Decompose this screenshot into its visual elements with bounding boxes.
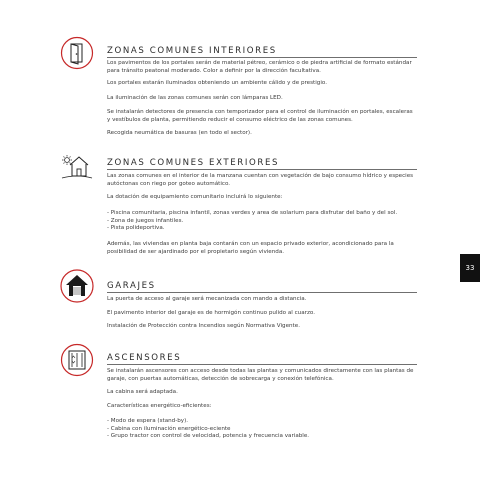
title-rule: [107, 57, 417, 58]
paragraph: La iluminación de las zonas comunes serán con lámparas LED.: [107, 95, 283, 101]
paragraph: El pavimento interior del garaje es de hormigón continuo pulido al cuarzo.: [107, 310, 315, 316]
page-number-tab: 33: [460, 254, 480, 282]
paragraph: La cabina será adaptada.: [107, 389, 178, 395]
title-rule: [107, 169, 417, 170]
list: - Modo de espera (stand-by). - Cabina con iluminación energético-eciente - Grupo tractor con control de velocidad, potencia y frecuencia variable.: [107, 418, 310, 440]
paragraph: Recogida neumática de basuras (en todo el sector).: [107, 130, 252, 136]
paragraph: Instalación de Protección contra Incendios según Normativa Vigente.: [107, 323, 300, 329]
title-rule: [107, 292, 417, 293]
garage-icon: [60, 269, 94, 303]
paragraph: Se instalarán ascensores con acceso desde todas las plantas y comunicados directamente con las plantas de garaje, con puertas automáticas, detección de sobrecarga y conexión telefónica.: [107, 368, 414, 382]
paragraph: La puerta de acceso al garaje será mecanizada con mando a distancia.: [107, 296, 307, 302]
paragraph: Además, las viviendas en planta baja contarán con un espacio privado exterior, acondicionado para la posibilidad de ser ajardinado por el propietario según vivienda.: [107, 241, 394, 255]
door-icon: [60, 36, 94, 70]
elevator-icon: [60, 343, 94, 377]
paragraph: Los pavimentos de los portales serán de material pétreo, cerámico o de piedra artificial de formato estándar para tránsito peatonal moderado. Color a definir por la dirección facultativa.: [107, 60, 412, 74]
section-title: ZONAS COMUNES INTERIORES: [107, 46, 277, 56]
section-title: ASCENSORES: [107, 353, 182, 363]
section-title: ZONAS COMUNES EXTERIORES: [107, 158, 280, 168]
paragraph: Las zonas comunes en el interior de la manzana cuentan con vegetación de bajo consumo hídrico y especies autóctonas con riego por goteo automático.: [107, 173, 414, 187]
outdoor-house-icon: [60, 150, 94, 184]
section-title: GARAJES: [107, 281, 156, 291]
paragraph: Características energético-eficientes:: [107, 403, 212, 409]
paragraph: La dotación de equipamiento comunitario incluirá lo siguiente:: [107, 194, 283, 200]
paragraph: Se instalarán detectores de presencia con temporizador para el control de iluminación en portales, escaleras y vestíbulos de planta, permitiendo reducir el consumo eléctrico de las zonas comunes.: [107, 109, 413, 123]
list: - Piscina comunitaria, piscina infantil, zonas verdes y area de solarium para disfrutar del baño y del sol. - Zona de juegos infantiles. - Pista polideportiva.: [107, 210, 398, 232]
title-rule: [107, 364, 417, 365]
paragraph: Los portales estarán iluminados obteniendo un ambiente cálido y de prestigio.: [107, 80, 327, 86]
